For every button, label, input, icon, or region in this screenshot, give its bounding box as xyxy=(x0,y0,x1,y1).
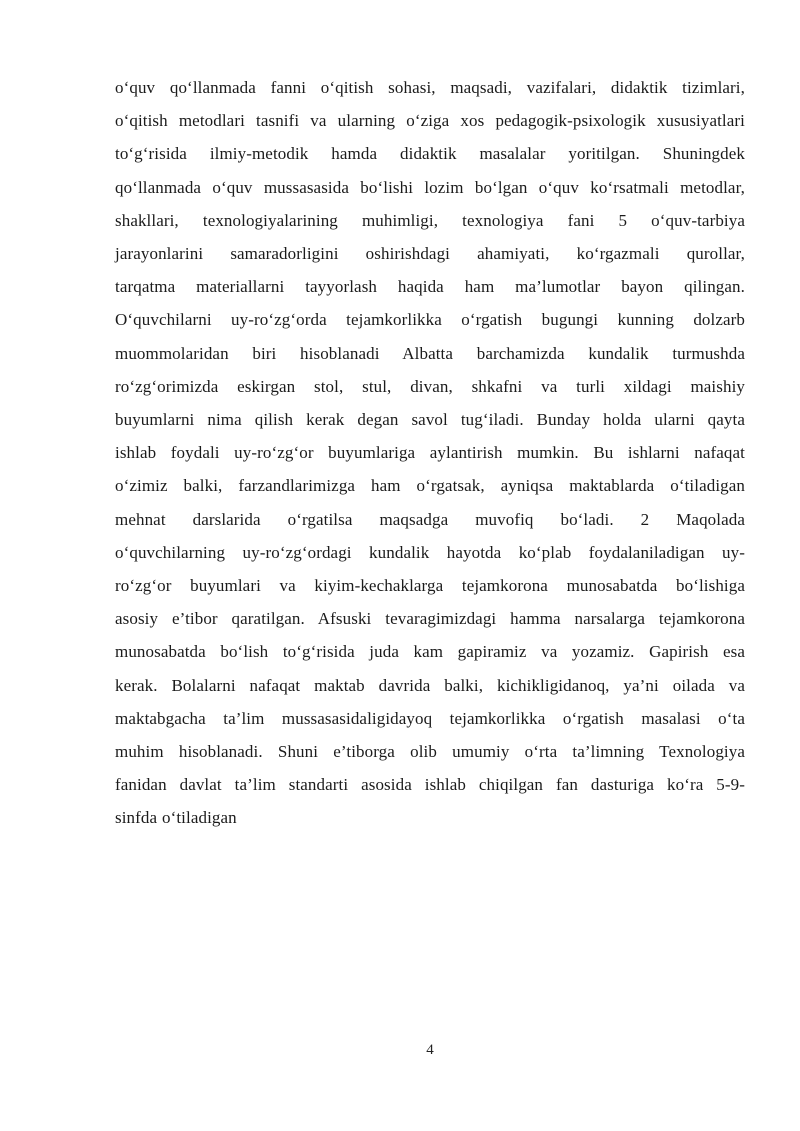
text-line: muommolaridan biri hisoblanadi Albatta barchamizda kundalik turmushda xyxy=(115,343,745,363)
text-line: shakllari, texnologiyalarining muhimligi, texnologiya fani 5 o‘quv-tarbiya xyxy=(115,210,745,230)
text-line: munosabatda bo‘lish to‘g‘risida juda kam gapiramiz va yozamiz. Gapirish esa xyxy=(115,642,745,662)
text-line: sinfda o‘tiladigan xyxy=(115,808,237,828)
text-line: mehnat darslarida o‘rgatilsa maqsadga muvofiq bo‘ladi. 2 Maqolada xyxy=(115,509,745,529)
text-line: o‘zimiz balki, farzandlarimizga ham o‘rgatsak, ayniqsa maktablarda o‘tiladigan xyxy=(115,476,745,496)
text-line: qo‘llanmada o‘quv mussasasida bo‘lishi lozim bo‘lgan o‘quv ko‘rsatmali metodlar, xyxy=(115,177,745,197)
text-line: ro‘zg‘orimizda eskirgan stol, stul, divan, shkafni va turli xildagi maishiy xyxy=(115,376,745,396)
text-line: tarqatma materiallarni tayyorlash haqida ham ma’lumotlar bayon qilingan. xyxy=(115,277,745,297)
text-line: kerak. Bolalarni nafaqat maktab davrida balki, kichikligidanoq, ya’ni oilada va xyxy=(115,675,745,695)
text-line: o‘quv qo‘llanmada fanni o‘qitish sohasi, maqsadi, vazifalari, didaktik tizimlari, xyxy=(115,78,745,97)
text-line: to‘g‘risida ilmiy-metodik hamda didaktik masalalar yoritilgan. Shuningdek xyxy=(115,144,745,164)
text-line: O‘quvchilarni uy-ro‘zg‘orda tejamkorlikka o‘rgatish bugungi kunning dolzarb xyxy=(115,310,745,330)
text-line: ro‘zg‘or buyumlari va kiyim-kechaklarga tejamkorona munosabatda bo‘lishiga xyxy=(115,576,745,596)
text-line: buyumlarni nima qilish kerak degan savol tug‘iladi. Bunday holda ularni qayta xyxy=(115,410,745,430)
text-line: ishlab foydali uy-ro‘zg‘or buyumlariga aylantirish mumkin. Bu ishlarni nafaqat xyxy=(115,443,745,463)
text-line: asosiy e’tibor qaratilgan. Afsuski tevaragimizdagi hamma narsalarga tejamkorona xyxy=(115,609,745,629)
text-line: o‘quvchilarning uy-ro‘zg‘ordagi kundalik hayotda ko‘plab foydalaniladigan uy- xyxy=(115,542,745,562)
text-line: jarayonlarini samaradorligini oshirishdagi ahamiyati, ko‘rgazmali qurollar, xyxy=(115,244,745,264)
text-line: o‘qitish metodlari tasnifi va ularning o‘ziga xos pedagogik-psixologik xususiyatlari xyxy=(115,111,745,131)
text-line: maktabgacha ta’lim mussasasidaligidayoq tejamkorlikka o‘rgatish masalasi o‘ta xyxy=(115,708,745,728)
body-text xyxy=(115,71,745,835)
page-number: 4 xyxy=(426,1042,434,1058)
text-line: fanidan davlat ta’lim standarti asosida ishlab chiqilgan fan dasturiga ko‘ra 5-9- xyxy=(115,775,745,795)
text-line: muhim hisoblanadi. Shuni e’tiborga olib umumiy o‘rta ta’limning Texnologiya xyxy=(115,742,745,762)
